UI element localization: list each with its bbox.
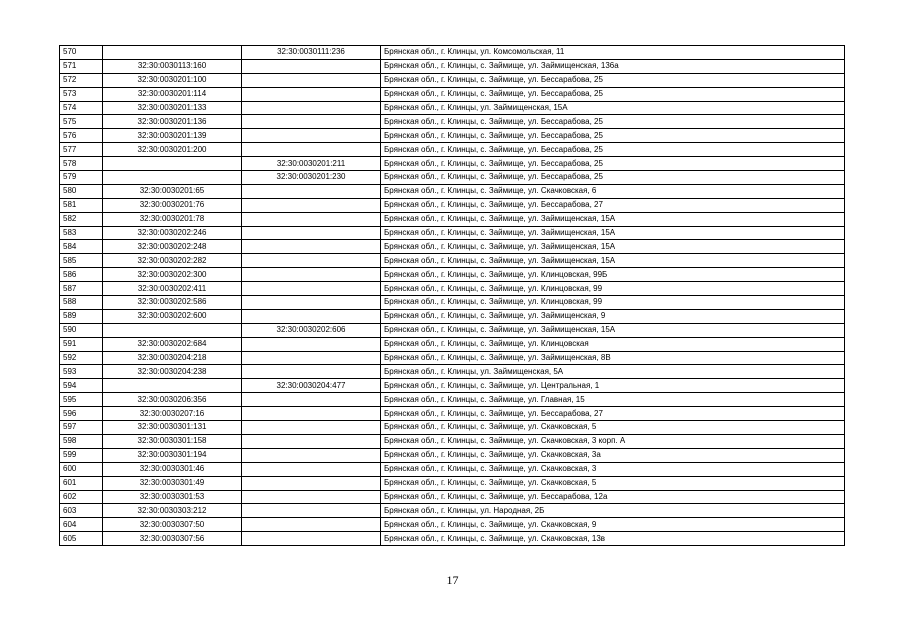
cadastral-number-cell: 32:30:0030202:600 [103, 309, 242, 323]
row-number-cell: 595 [60, 393, 103, 407]
cadastral-number-cell: 32:30:0030207:16 [103, 407, 242, 421]
row-number-cell: 575 [60, 115, 103, 129]
row-number-cell: 578 [60, 157, 103, 171]
row-number-cell: 589 [60, 309, 103, 323]
cadastral-number-alt-cell [242, 184, 381, 198]
cadastral-number-alt-cell [242, 59, 381, 73]
cadastral-number-alt-cell [242, 532, 381, 546]
registry-table-body [60, 46, 845, 546]
cadastral-number-alt-cell [242, 462, 381, 476]
cadastral-number-alt-cell [242, 87, 381, 101]
cadastral-number-cell: 32:30:0030307:50 [103, 518, 242, 532]
address-cell: Брянская обл., г. Клинцы, с. Займище, ул. Бессарабова, 25 [381, 115, 845, 129]
cadastral-number-alt-cell [242, 309, 381, 323]
cadastral-number-cell: 32:30:0030301:46 [103, 462, 242, 476]
address-cell: Брянская обл., г. Клинцы, с. Займище, ул. Главная, 15 [381, 393, 845, 407]
table-row [60, 351, 845, 365]
cadastral-number-alt-cell [242, 393, 381, 407]
cadastral-number-alt-cell: 32:30:0030201:230 [242, 171, 381, 185]
cadastral-number-alt-cell [242, 101, 381, 115]
table-row [60, 59, 845, 73]
cadastral-number-cell [103, 379, 242, 393]
cadastral-number-cell: 32:30:0030113:160 [103, 59, 242, 73]
cadastral-number-alt-cell [242, 282, 381, 296]
cadastral-number-alt-cell [242, 198, 381, 212]
table-row [60, 323, 845, 337]
row-number-cell: 576 [60, 129, 103, 143]
row-number-cell: 584 [60, 240, 103, 254]
address-cell: Брянская обл., г. Клинцы, с. Займище, ул. Займищенская, 15А [381, 240, 845, 254]
row-number-cell: 599 [60, 448, 103, 462]
cadastral-number-cell [103, 46, 242, 60]
row-number-cell: 571 [60, 59, 103, 73]
row-number-cell: 583 [60, 226, 103, 240]
cadastral-number-cell: 32:30:0030201:76 [103, 198, 242, 212]
cadastral-number-cell: 32:30:0030307:56 [103, 532, 242, 546]
row-number-cell: 596 [60, 407, 103, 421]
cadastral-number-alt-cell [242, 268, 381, 282]
row-number-cell: 577 [60, 143, 103, 157]
table-row [60, 240, 845, 254]
table-row [60, 532, 845, 546]
address-cell: Брянская обл., г. Клинцы, ул. Комсомольская, 11 [381, 46, 845, 60]
row-number-cell: 586 [60, 268, 103, 282]
property-registry-table [59, 45, 845, 546]
cadastral-number-cell [103, 171, 242, 185]
cadastral-number-cell: 32:30:0030301:131 [103, 421, 242, 435]
cadastral-number-alt-cell [242, 407, 381, 421]
cadastral-number-cell: 32:30:0030201:139 [103, 129, 242, 143]
cadastral-number-alt-cell [242, 115, 381, 129]
cadastral-number-cell [103, 323, 242, 337]
table-row [60, 518, 845, 532]
cadastral-number-alt-cell [242, 143, 381, 157]
cadastral-number-cell: 32:30:0030201:78 [103, 212, 242, 226]
table-row [60, 73, 845, 87]
table-row [60, 309, 845, 323]
address-cell: Брянская обл., г. Клинцы, с. Займище, ул. Скачковская, 5 [381, 421, 845, 435]
table-row [60, 171, 845, 185]
table-row [60, 504, 845, 518]
cadastral-number-cell: 32:30:0030202:411 [103, 282, 242, 296]
address-cell: Брянская обл., г. Клинцы, с. Займище, ул. Скачковская, 13в [381, 532, 845, 546]
cadastral-number-alt-cell: 32:30:0030111:236 [242, 46, 381, 60]
table-row [60, 337, 845, 351]
table-row [60, 268, 845, 282]
table-row [60, 365, 845, 379]
row-number-cell: 594 [60, 379, 103, 393]
table-row [60, 226, 845, 240]
table-row [60, 462, 845, 476]
cadastral-number-cell: 32:30:0030202:684 [103, 337, 242, 351]
table-row [60, 254, 845, 268]
address-cell: Брянская обл., г. Клинцы, с. Займище, ул. Клинцовская [381, 337, 845, 351]
table-row [60, 407, 845, 421]
cadastral-number-cell: 32:30:0030202:300 [103, 268, 242, 282]
cadastral-number-cell: 32:30:0030201:200 [103, 143, 242, 157]
cadastral-number-alt-cell [242, 365, 381, 379]
row-number-cell: 581 [60, 198, 103, 212]
cadastral-number-alt-cell [242, 226, 381, 240]
row-number-cell: 592 [60, 351, 103, 365]
cadastral-number-alt-cell [242, 337, 381, 351]
cadastral-number-alt-cell [242, 351, 381, 365]
page-number: 17 [446, 573, 459, 587]
cadastral-number-alt-cell [242, 240, 381, 254]
address-cell: Брянская обл., г. Клинцы, с. Займище, ул. Займищенская, 136а [381, 59, 845, 73]
cadastral-number-alt-cell [242, 421, 381, 435]
cadastral-number-alt-cell: 32:30:0030202:606 [242, 323, 381, 337]
address-cell: Брянская обл., г. Клинцы, с. Займище, ул. Бессарабова, 25 [381, 171, 845, 185]
table-row [60, 421, 845, 435]
row-number-cell: 580 [60, 184, 103, 198]
cadastral-number-cell: 32:30:0030202:282 [103, 254, 242, 268]
cadastral-number-alt-cell [242, 212, 381, 226]
address-cell: Брянская обл., г. Клинцы, с. Займище, ул. Скачковская, 3 корп. А [381, 434, 845, 448]
table-row [60, 212, 845, 226]
table-row [60, 184, 845, 198]
table-row [60, 46, 845, 60]
address-cell: Брянская обл., г. Клинцы, с. Займище, ул. Займищенская, 15А [381, 254, 845, 268]
address-cell: Брянская обл., г. Клинцы, с. Займище, ул. Клинцовская, 99 [381, 296, 845, 310]
cadastral-number-alt-cell: 32:30:0030204:477 [242, 379, 381, 393]
address-cell: Брянская обл., г. Клинцы, с. Займище, ул. Бессарабова, 12а [381, 490, 845, 504]
cadastral-number-alt-cell [242, 448, 381, 462]
cadastral-number-cell: 32:30:0030202:586 [103, 296, 242, 310]
row-number-cell: 600 [60, 462, 103, 476]
table-row [60, 87, 845, 101]
address-cell: Брянская обл., г. Клинцы, ул. Займищенская, 5А [381, 365, 845, 379]
cadastral-number-cell: 32:30:0030201:100 [103, 73, 242, 87]
address-cell: Брянская обл., г. Клинцы, с. Займище, ул. Скачковская, 3 [381, 462, 845, 476]
cadastral-number-alt-cell [242, 518, 381, 532]
row-number-cell: 604 [60, 518, 103, 532]
cadastral-number-cell: 32:30:0030201:133 [103, 101, 242, 115]
cadastral-number-cell [103, 157, 242, 171]
cadastral-number-cell: 32:30:0030206:356 [103, 393, 242, 407]
cadastral-number-alt-cell [242, 490, 381, 504]
row-number-cell: 598 [60, 434, 103, 448]
address-cell: Брянская обл., г. Клинцы, с. Займище, ул. Клинцовская, 99 [381, 282, 845, 296]
table-row [60, 282, 845, 296]
address-cell: Брянская обл., г. Клинцы, с. Займище, ул. Бессарабова, 25 [381, 73, 845, 87]
cadastral-number-cell: 32:30:0030202:246 [103, 226, 242, 240]
address-cell: Брянская обл., г. Клинцы, с. Займище, ул. Займищенская, 9 [381, 309, 845, 323]
cadastral-number-cell: 32:30:0030303:212 [103, 504, 242, 518]
table-row [60, 129, 845, 143]
cadastral-number-cell: 32:30:0030201:136 [103, 115, 242, 129]
row-number-cell: 587 [60, 282, 103, 296]
cadastral-number-alt-cell [242, 434, 381, 448]
address-cell: Брянская обл., г. Клинцы, ул. Народная, 2Б [381, 504, 845, 518]
address-cell: Брянская обл., г. Клинцы, с. Займище, ул. Бессарабова, 27 [381, 198, 845, 212]
table-row [60, 115, 845, 129]
table-row [60, 379, 845, 393]
cadastral-number-alt-cell [242, 476, 381, 490]
address-cell: Брянская обл., г. Клинцы, с. Займище, ул. Скачковская, 6 [381, 184, 845, 198]
row-number-cell: 603 [60, 504, 103, 518]
table-row [60, 490, 845, 504]
table-row [60, 198, 845, 212]
row-number-cell: 601 [60, 476, 103, 490]
row-number-cell: 585 [60, 254, 103, 268]
table-row [60, 296, 845, 310]
table-row [60, 393, 845, 407]
row-number-cell: 582 [60, 212, 103, 226]
address-cell: Брянская обл., г. Клинцы, с. Займище, ул. Бессарабова, 25 [381, 157, 845, 171]
address-cell: Брянская обл., г. Клинцы, с. Займище, ул. Займищенская, 15А [381, 323, 845, 337]
cadastral-number-cell: 32:30:0030301:158 [103, 434, 242, 448]
address-cell: Брянская обл., г. Клинцы, ул. Займищенская, 15А [381, 101, 845, 115]
row-number-cell: 591 [60, 337, 103, 351]
cadastral-number-cell: 32:30:0030201:65 [103, 184, 242, 198]
table-row [60, 101, 845, 115]
cadastral-number-alt-cell [242, 129, 381, 143]
cadastral-number-cell: 32:30:0030202:248 [103, 240, 242, 254]
address-cell: Брянская обл., г. Клинцы, с. Займище, ул. Бессарабова, 25 [381, 129, 845, 143]
table-row [60, 434, 845, 448]
row-number-cell: 574 [60, 101, 103, 115]
address-cell: Брянская обл., г. Клинцы, с. Займище, ул. Скачковская, 9 [381, 518, 845, 532]
row-number-cell: 588 [60, 296, 103, 310]
address-cell: Брянская обл., г. Клинцы, с. Займище, ул. Скачковская, 5 [381, 476, 845, 490]
address-cell: Брянская обл., г. Клинцы, с. Займище, ул. Скачковская, 3а [381, 448, 845, 462]
table-row [60, 448, 845, 462]
cadastral-number-alt-cell [242, 504, 381, 518]
cadastral-number-cell: 32:30:0030301:53 [103, 490, 242, 504]
table-row [60, 476, 845, 490]
table-row [60, 143, 845, 157]
cadastral-number-alt-cell: 32:30:0030201:211 [242, 157, 381, 171]
cadastral-number-alt-cell [242, 254, 381, 268]
cadastral-number-cell: 32:30:0030204:238 [103, 365, 242, 379]
row-number-cell: 573 [60, 87, 103, 101]
row-number-cell: 593 [60, 365, 103, 379]
cadastral-number-cell: 32:30:0030301:194 [103, 448, 242, 462]
cadastral-number-alt-cell [242, 296, 381, 310]
cadastral-number-cell: 32:30:0030301:49 [103, 476, 242, 490]
cadastral-number-cell: 32:30:0030204:218 [103, 351, 242, 365]
address-cell: Брянская обл., г. Клинцы, с. Займище, ул. Займищенская, 15А [381, 226, 845, 240]
cadastral-number-alt-cell [242, 73, 381, 87]
row-number-cell: 570 [60, 46, 103, 60]
address-cell: Брянская обл., г. Клинцы, с. Займище, ул. Бессарабова, 25 [381, 87, 845, 101]
cadastral-number-cell: 32:30:0030201:114 [103, 87, 242, 101]
row-number-cell: 572 [60, 73, 103, 87]
address-cell: Брянская обл., г. Клинцы, с. Займище, ул. Центральная, 1 [381, 379, 845, 393]
address-cell: Брянская обл., г. Клинцы, с. Займище, ул. Займищенская, 15А [381, 212, 845, 226]
row-number-cell: 590 [60, 323, 103, 337]
address-cell: Брянская обл., г. Клинцы, с. Займище, ул. Бессарабова, 27 [381, 407, 845, 421]
address-cell: Брянская обл., г. Клинцы, с. Займище, ул. Бессарабова, 25 [381, 143, 845, 157]
row-number-cell: 597 [60, 421, 103, 435]
row-number-cell: 602 [60, 490, 103, 504]
address-cell: Брянская обл., г. Клинцы, с. Займище, ул. Займищенская, 8В [381, 351, 845, 365]
row-number-cell: 605 [60, 532, 103, 546]
address-cell: Брянская обл., г. Клинцы, с. Займище, ул. Клинцовская, 99Б [381, 268, 845, 282]
row-number-cell: 579 [60, 171, 103, 185]
table-row [60, 157, 845, 171]
